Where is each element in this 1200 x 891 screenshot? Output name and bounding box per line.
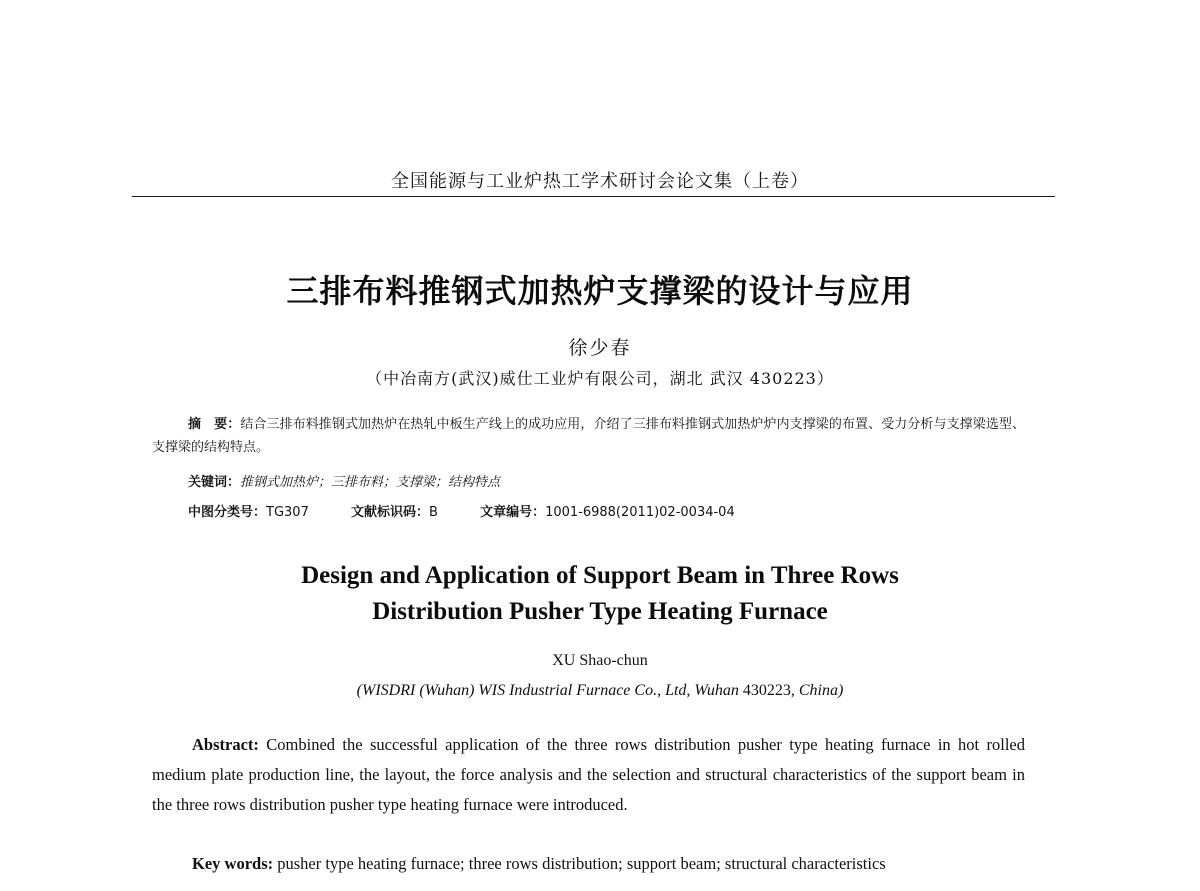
chinese-keywords-text: 推钢式加热炉；三排布料；支撑梁；结构特点 bbox=[240, 475, 501, 490]
english-keywords-text: pusher type heating furnace; three rows distribution; support beam; structural characteristics bbox=[273, 854, 886, 873]
english-keywords bbox=[152, 849, 1025, 879]
chinese-abstract-label: 摘 要： bbox=[188, 417, 241, 432]
chinese-keywords-label: 关键词： bbox=[188, 475, 241, 490]
header-rule bbox=[132, 196, 1055, 197]
english-title bbox=[0, 558, 1200, 630]
chinese-author: 徐少春 bbox=[568, 337, 632, 359]
clc-value: TG307 bbox=[266, 505, 309, 520]
english-title-line-1: Design and Application of Support Beam in Three Rows bbox=[301, 562, 899, 589]
english-abstract-text: Combined the successful application of the three rows distribution pusher type heating furnace in hot rolled medium plate production line, the layout, the force analysis and the selection and structural characteristics of the support beam in the three rows distribution pusher type heating furnace were introduced. bbox=[152, 735, 1025, 814]
clc-label: 中图分类号： bbox=[188, 505, 267, 520]
english-affiliation-country: China) bbox=[798, 682, 844, 699]
article-number-value: 1001-6988(2011)02-0034-04 bbox=[545, 505, 735, 520]
english-affiliation-postcode: 430223, bbox=[738, 682, 799, 699]
english-abstract bbox=[152, 730, 1025, 820]
chinese-abstract bbox=[152, 413, 1025, 459]
document-code bbox=[351, 501, 438, 520]
running-header: 全国能源与工业炉热工学术研讨会论文集（上卷） bbox=[391, 171, 809, 192]
english-affiliation-org: (WISDRI (Wuhan) WIS Industrial Furnace Co., Ltd, Wuhan bbox=[356, 682, 739, 699]
english-title-line-2: Distribution Pusher Type Heating Furnace bbox=[372, 598, 828, 625]
article-number-label: 文章编号： bbox=[480, 505, 546, 520]
article-number bbox=[480, 501, 735, 520]
document-code-value: B bbox=[429, 505, 438, 520]
english-affiliation bbox=[0, 682, 1200, 700]
chinese-abstract-text: 结合三排布料推钢式加热炉在热轧中板生产线上的成功应用，介绍了三排布料推钢式加热炉炉内支撑梁的布置、受力分析与支撑梁选型、支撑梁的结构特点。 bbox=[152, 417, 1025, 455]
chinese-title: 三排布料推钢式加热炉支撑梁的设计与应用 bbox=[286, 272, 914, 310]
chinese-affiliation: （中冶南方(武汉)威仕工业炉有限公司，湖北 武汉 430223） bbox=[366, 369, 834, 388]
english-keywords-label: Key words: bbox=[192, 854, 274, 873]
classification-meta bbox=[188, 501, 735, 520]
chinese-keywords bbox=[188, 471, 500, 490]
english-author: XU Shao-chun bbox=[552, 652, 648, 669]
clc-number bbox=[188, 501, 309, 520]
document-code-label: 文献标识码： bbox=[350, 505, 429, 520]
english-abstract-label: Abstract: bbox=[192, 735, 259, 754]
